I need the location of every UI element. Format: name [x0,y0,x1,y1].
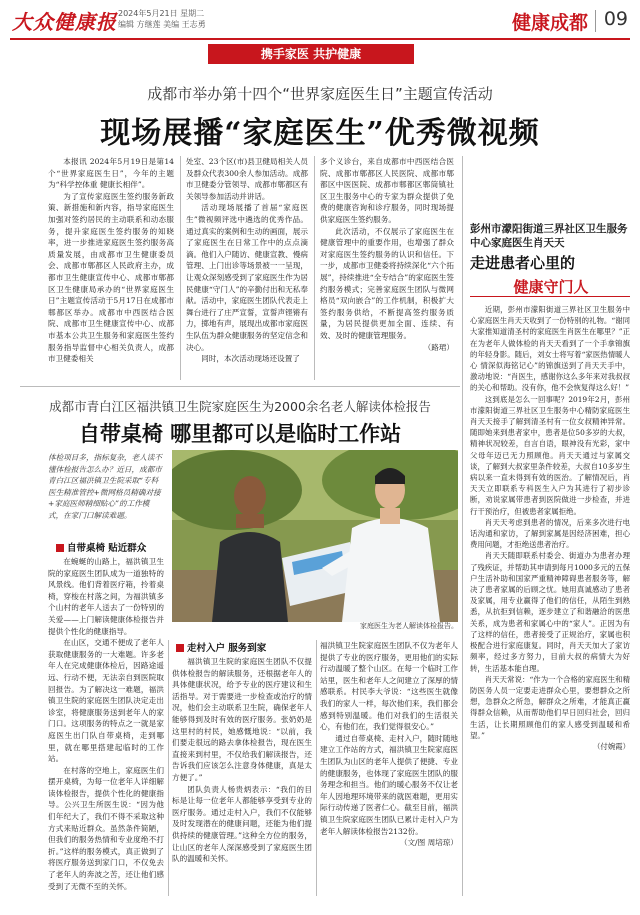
sidebar-paragraph: 肖天天随即联系村委会、街道办为患者办理了残疾证，并帮助其申请到每月1000多元的五保户生活补助和国家严重精神障碍患者服务等，解决了患者家属的后顾之忧。她用真诚感动了患者及家属，用专业赢得了他们的信任，从陌生到熟悉，从抗拒到信赖，逐步建立了和谐融洽的医患关系，成为患者和家属心中的“家人”。正因为有了这样的信任，患者接受了正规治疗，家属也积极配合进行家庭康复。同时，肖天天加大了家访频率，经过多方努力，目前大叔的病情大为好转，生活基本能自理。 [470,551,630,673]
second-paragraph: 在山区，交通不便成了老年人获取健康服务的一大难题。许多老年人在完成健康体检后，因路途遥远、行动不便，无法亲自到医院取回报告。为了解决这一难题，福洪镇卫生院的家庭医生团队决定走出诊室，将健康服务送到老年人的家门口。这项服务的特点之一就是家庭医生出门队自带桌椅，走到哪里，就在哪里搭建起临时的工作站。 [48,638,164,764]
subhead-marker [56,544,64,552]
second-kicker: 成都市青白江区福洪镇卫生院家庭医生为2000余名老人解读体检报告 [49,399,431,414]
second-column-c [320,640,458,849]
lead-column-1 [48,156,174,365]
sidebar-paragraph: 近期，彭州市濛阳街道三界社区卫生服务中心家庭医生肖天天收到了一份特别的礼物。“谢同大家推知道清圣村的家庭医生肖医生在哪里？”正在为老年人做体检的肖天天看到了一个手拿锦旗的年轻身影。随后，刘女士将写着“家医热情暖人心 情深似海铭记心”的锦旗送到了肖天天手中，激动地说：“肖医生，感谢你这么多年来对我叔叔的关心和帮助。没有你，他不会恢复得这么好！” [470,305,630,393]
subhead-2 [176,640,266,654]
second-paragraph: 在村落的空地上，家庭医生们摆开桌椅，为每一位老年人详细解读体检报告，提供个性化的健康指导。公兴卫生所医生说：“因为他们年纪大了，我们不得不采取这种方式来贴近群众。虽然条件简陋，但我们的服务热情和专业度绝不打折。”这样的服务模式，真正做到了将医疗服务送到家门口，不仅免去了老年人的奔波之苦，还让他们感受到了无微不至的关怀。 [48,765,164,891]
issue-meta [118,8,206,30]
masthead-rule [10,38,630,40]
sidebar-divider [462,156,463,896]
lead-headline: 现场展播“家庭医生”优秀微视频 [100,116,540,151]
subhead-1-label: 自带桌椅 贴近群众 [67,543,147,554]
lead-paragraph: 多个义诊台，来自成都市中西医结合医院、成都市郫都区人民医院、成都市郫都区中医医院、成都市郫都区郫筒镇社区卫生服务中心的专家为群众提供了免费的健康咨询和诊疗服务，同时现场提供家庭医生签约服务。 [320,157,454,224]
lead-paragraph: 处室、23个区(市)县卫健局相关人员及群众代表300余人参加活动。成都市卫健委分管领导、成都市郫都区有关领导参加活动并讲话。 [186,157,308,201]
lead-paragraph: 活动现场展播了首届“家庭医生”微视频评选中遴选的优秀作品。通过真实的案例和生动的画面，展示了家庭医生在日常工作中的点点滴滴。他们入户随访、健康宣教、慢病管理、上门出诊等场景被一一呈现，让观众深刻感受到了家庭医生作为居民健康“守门人”的辛勤付出和无私奉献。活动中，家庭医生团队代表走上舞台进行了庄严宣誓，宣誓声铿锵有力，掷地有声，展现出成都市家庭医生队伍为群众健康服务的坚定信念和决心。 [186,203,308,352]
lead-kicker: 成都市举办第十四个“世界家庭医生日”主题宣传活动 [147,85,493,103]
page-number: 09 [603,8,628,30]
issue-date: 2024年5月21日 星期二 [118,9,205,18]
lead-column-2 [186,156,308,365]
second-paragraph: 福洪镇卫生院家庭医生团队不仅为老年人提供了专业的医疗服务，更用他们的实际行动温暖了整个山区。在每一个临时工作站里，医生和老年人之间建立了深厚的情感联系。村民李大爷说：“这些医生就像我们的家人一样，每次他们来，我们都会感到特别温暖。他们对我们的生活很关心，有他们在，我们觉得很安心。” [320,641,458,732]
page-number-divider [595,10,596,32]
column-divider [168,640,169,896]
lead-column-3 [320,156,454,353]
sidebar-paragraph: 这到底是怎么一回事呢？2019年2月，彭州市濛阳街道三界社区卫生服务中心精防家庭医生肖天天接手了解到清圣村有一位女叔精神异常。随即她来到患者家中，患者是位50多岁的大叔，精神状况较差，自言自语，眼神没有光彩，家中父母年迈已无力照顾他。肖天天通过与家属交谈，了解到大叔家里条件较差，大叔自10多岁生病以来一直未得到有效的医治。了解情况后，肖天天立即联系专科医生入户为其进行了初步诊断，劝说家属带患者到医院做进一步检查，并进行干预治疗，但被患者家属拒绝。 [470,394,630,516]
news-photo [172,450,458,622]
newspaper-logo: 大众健康报 [12,10,117,34]
second-paragraph: 福洪镇卫生院的家庭医生团队不仅提供体检报告的解读服务，还根据老年人的具体健康状况，给予专业的医疗建议和生活指导。对于需要进一步检查或治疗的情况，他们会主动联系卫生院，确保老年人能够得到及时有效的医疗服务。张奶奶是这里村的村民，她感慨地说：“以前，我们要走很远的路去拿体检报告，现在医生直接来到村里，不仅给我们解读报告，还告诉我们应该怎么注意身体健康，真是太方便了。” [172,657,312,782]
section-title: 健康成都 [511,12,588,34]
second-column-b [172,656,312,865]
sidebar-body [470,304,630,752]
subhead-2-label: 走村入户 服务到家 [187,643,267,654]
sidebar-paragraph: 肖天天常说：“作为一个合格的家庭医生和精防医务人员一定要走进群众心里，要想群众之所想，急群众之所急，解群众之所难，才能真正赢得群众信赖，从而帮助他们早日回归社会，回归生活，让长期照顾他们的家人感受到温暖和希望。” [470,674,630,740]
story-divider [20,386,460,387]
second-paragraph: 通过自带桌椅、走村入户，随时随地建立工作站的方式，福洪镇卫生院家庭医生团队为山区的老年人提供了便捷、专业的健康服务，也体现了家庭医生团队的服务理念和担当。他们的暖心服务不仅让老年人因地理环境带来的就医难题，更用实际行动传递了医者仁心。截至目前，福洪镇卫生院家庭医生团队已累计走村入户为老年人解读体检报告2132份。 [320,733,458,836]
second-paragraph: 在蜿蜒的山路上，福洪镇卫生院的家庭医生团队成为一道独特的风景线。他们背着医疗箱，拎着桌椅，穿梭在村落之间，为福洪镇多个山村的老年人送去了一份特别的关爱——上门解读健康体检报告并提供个性化的健康指导。 [48,557,164,636]
lead-credit: （路珺） [423,342,454,352]
subhead-marker [176,644,184,652]
column-divider [314,156,315,380]
sidebar-headline: 走进患者心里的 [470,254,576,272]
second-credit: （文/图 周培琼） [399,838,458,848]
lead-paragraph: 本报讯 2024年5月19日是第14个“世界家庭医生日”，今年的主题为“科学控体重 健康长相伴”。 [48,157,174,190]
lead-paragraph: 为了宣传家庭医生签约服务新政策、新措施和新内容，指导家庭医生加强对签约居民的主动联系和动态服务，提升家庭医生签约服务的知晓率，进一步推进家庭医生签约服务高质量发展，由成都市卫生健康委员会、成都市郫都区人民政府主办，成都市卫生健康宣传中心、成都市郫都区卫生健康局承办的“世界家庭医生日”主题宣传活动于5月17日在成都市郫都区举办。成都市中西医结合医院、成都市卫生健康宣传中心、成都市基本公共卫生服务和家庭医生签约服务指导监督中心相关负责人，成都市卫健委相关 [48,191,174,364]
second-column-a [48,556,164,892]
column-divider [180,156,181,380]
subhead-1 [56,540,146,554]
column-banner: 携手家医 共护健康 [208,44,414,64]
lead-paragraph: 此次活动，不仅展示了家庭医生在健康管理中的重要作用，也增强了群众对家庭医生签约服务的认识和信任。下一步，成都市卫健委将持续深化“六个拓展”，持续推进“全专结合”的家庭医生签约服务模式；完善家庭医生团队与微网格员“双向嵌合”的工作机制，积极扩大签约服务供给，不断提高签约服务质量，为居民提供更加全面、连续、有效、及时的健康管理服务。 [320,226,454,340]
sidebar-credit: （付婉霞） [593,741,630,751]
lead-paragraph: 同时，本次活动现场还设置了 [201,354,300,364]
column-divider [316,640,317,896]
photo-caption: 家庭医生为老人解读体检报告。 [360,622,458,630]
second-intro: 体检项目多，指标复杂，老人读不懂体检报告怎么办？近日，成都市青白江区福洪镇卫生院采取“专科医生精准管控+微网格员精确对接+家庭医师精细贴心”的工作模式，在家门口解读难题。 [48,453,162,520]
sidebar-headline-accent: 健康守门人 [513,278,589,296]
sidebar-headline-rule [470,296,630,297]
sidebar-paragraph: 肖天天考虑到患者的情况，后来多次进行电话沟通和家访，了解到家属是因经济困难，担心费用问题，才拒绝送患者治疗。 [470,517,630,550]
doctor-elder-photo [172,450,458,622]
editor-credit: 编辑 方继莲 美编 王志勇 [118,20,206,29]
second-paragraph: 团队负责人杨贵炳表示：“我们的目标是让每一位老年人都能够享受到专业的医疗服务。通过走村入户，我们不仅能够及时发现潜在的健康问题，还能为他们提供持续的健康管理。”这种全方位的服务，让山区的老年人深深感受到了家庭医生团队的温暖和关怀。 [172,784,312,864]
second-headline: 自带桌椅 哪里都可以是临时工作站 [78,421,402,446]
sidebar-kicker: 彭州市濛阳街道三界社区卫生服务中心家庭医生肖天天 [470,223,628,249]
